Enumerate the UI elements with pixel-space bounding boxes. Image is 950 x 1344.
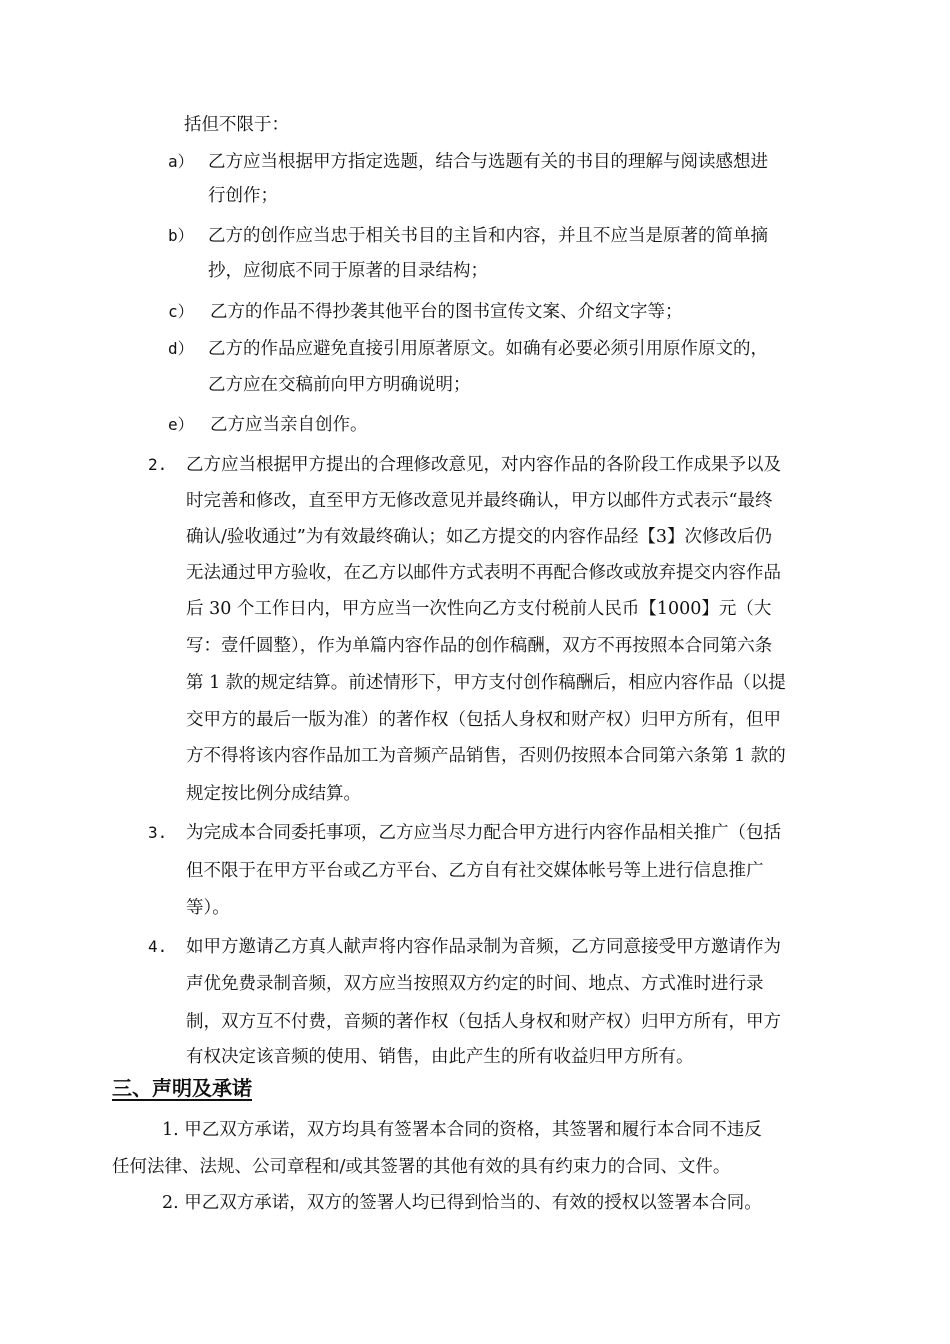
numbered-item-line: 如甲方邀请乙方真人献声将内容作品录制为音频，乙方同意接受甲方邀请作为: [186, 937, 781, 957]
numbered-item-line: 方不得将该内容作品加工为音频产品销售，否则仍按照本合同第六条第 1 款的: [186, 746, 786, 766]
numbered-item-line: 有权决定该音频的使用、销售，由此产生的所有收益归甲方所有。: [186, 1047, 694, 1067]
numbered-item-marker: 2.: [148, 455, 168, 474]
sub-item-marker: e）: [168, 415, 194, 434]
sub-item-marker: c）: [168, 302, 194, 321]
section-paragraph-line: 2. 甲乙双方承诺，双方的签署人均已得到恰当的、有效的授权以签署本合同。: [162, 1193, 762, 1213]
section-paragraph-line: 任何法律、法规、公司章程和/或其签署的其他有效的具有约束力的合同、文件。: [112, 1157, 731, 1177]
numbered-item-line: 声优免费录制音频，双方应当按照双方约定的时间、地点、方式准时进行录: [186, 974, 764, 994]
numbered-item-line: 时完善和修改，直至甲方无修改意见并最终确认，甲方以邮件方式表示“最终: [186, 491, 773, 511]
numbered-item-line: 后 30 个工作日内，甲方应当一次性向乙方支付税前人民币【1000】元（大: [186, 599, 772, 619]
numbered-item-line: 第 1 款的规定结算。前述情形下，甲方支付创作稿酬后，相应内容作品（以提: [186, 673, 786, 693]
section-paragraph-line: 1. 甲乙双方承诺，双方均具有签署本合同的资格，其签署和履行本合同不违反: [162, 1120, 762, 1140]
sub-item-line: 行创作；: [208, 186, 278, 206]
numbered-item-line: 等）。: [186, 898, 230, 918]
sub-item-line: 乙方的作品应避免直接引用原著原文。如确有必要必须引用原作原文的，: [208, 339, 768, 359]
numbered-item-line: 为完成本合同委托事项，乙方应当尽力配合甲方进行内容作品相关推广（包括: [186, 823, 781, 843]
sub-item-marker: b）: [168, 226, 194, 245]
numbered-item-line: 但不限于在甲方平台或乙方平台、乙方自有社交媒体帐号等上进行信息推广: [186, 861, 764, 881]
sub-item-marker: d）: [168, 339, 194, 358]
sub-item-line: 抄，应彻底不同于原著的目录结构；: [208, 261, 488, 281]
sub-item-line: 乙方应在交稿前向甲方明确说明；: [208, 375, 471, 395]
sub-item-line: 乙方的作品不得抄袭其他平台的图书宣传文案、介绍文字等；: [210, 302, 683, 322]
numbered-item-marker: 4.: [148, 937, 168, 956]
numbered-item-line: 乙方应当根据甲方提出的合理修改意见，对内容作品的各阶段工作成果予以及: [186, 455, 781, 475]
numbered-item-line: 制，双方互不付费，音频的著作权（包括人身权和财产权）归甲方所有，甲方: [186, 1012, 781, 1032]
sub-item-marker: a）: [168, 152, 194, 171]
numbered-item-line: 写：壹仟圆整），作为单篇内容作品的创作稿酬，双方不再按照本合同第六条: [186, 636, 773, 656]
sub-item-line: 乙方应当根据甲方指定选题，结合与选题有关的书目的理解与阅读感想进: [208, 152, 768, 172]
numbered-item-line: 交甲方的最后一版为准）的著作权（包括人身权和财产权）归甲方所有，但甲: [186, 710, 781, 730]
numbered-item-line: 无法通过甲方验收，在乙方以邮件方式表明不再配合修改或放弃提交内容作品: [186, 563, 781, 583]
intro-line: 括但不限于：: [184, 115, 289, 135]
numbered-item-line: 规定按比例分成结算。: [186, 784, 361, 804]
sub-item-line: 乙方的创作应当忠于相关书目的主旨和内容，并且不应当是原著的简单摘: [208, 226, 768, 246]
numbered-item-line: 确认/验收通过”为有效最终确认；如乙方提交的内容作品经【3】次修改后仍: [186, 527, 772, 547]
numbered-item-marker: 3.: [148, 823, 168, 842]
section-title: 三、声明及承诺: [112, 1076, 252, 1100]
sub-item-line: 乙方应当亲自创作。: [210, 415, 368, 435]
